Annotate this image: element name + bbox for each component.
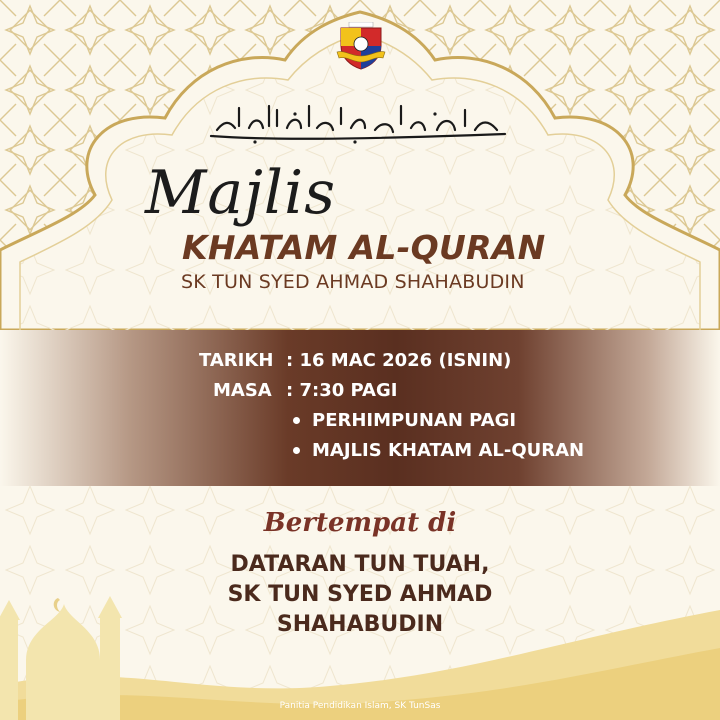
- date-value: : 16 MAC 2026 (ISNIN): [286, 350, 512, 371]
- time-label: MASA: [213, 380, 272, 401]
- event-title: KHATAM AL-QURAN: [182, 228, 546, 267]
- venue-line: SHAHABUDIN: [276, 612, 444, 637]
- agenda-item: PERHIMPUNAN PAGI: [312, 410, 517, 431]
- school-name: SK TUN SYED AHMAD SHAHABUDIN: [181, 271, 525, 293]
- time-value: : 7:30 PAGI: [286, 380, 398, 401]
- date-label: TARIKH: [199, 350, 274, 371]
- bullet-icon: [293, 417, 300, 424]
- basmalah-calligraphy: [205, 100, 515, 148]
- bullet-icon: [293, 447, 300, 454]
- venue-line: SK TUN SYED AHMAD: [227, 582, 493, 607]
- footer-credit: Panitia Pendidikan Islam, SK TunSas: [279, 701, 441, 711]
- school-crest-icon: [335, 22, 387, 70]
- venue-line: DATARAN TUN TUAH,: [230, 552, 490, 577]
- title-script: Majlis: [145, 158, 336, 228]
- agenda-item: MAJLIS KHATAM AL-QURAN: [312, 440, 585, 461]
- venue-label: Bertempat di: [263, 508, 457, 538]
